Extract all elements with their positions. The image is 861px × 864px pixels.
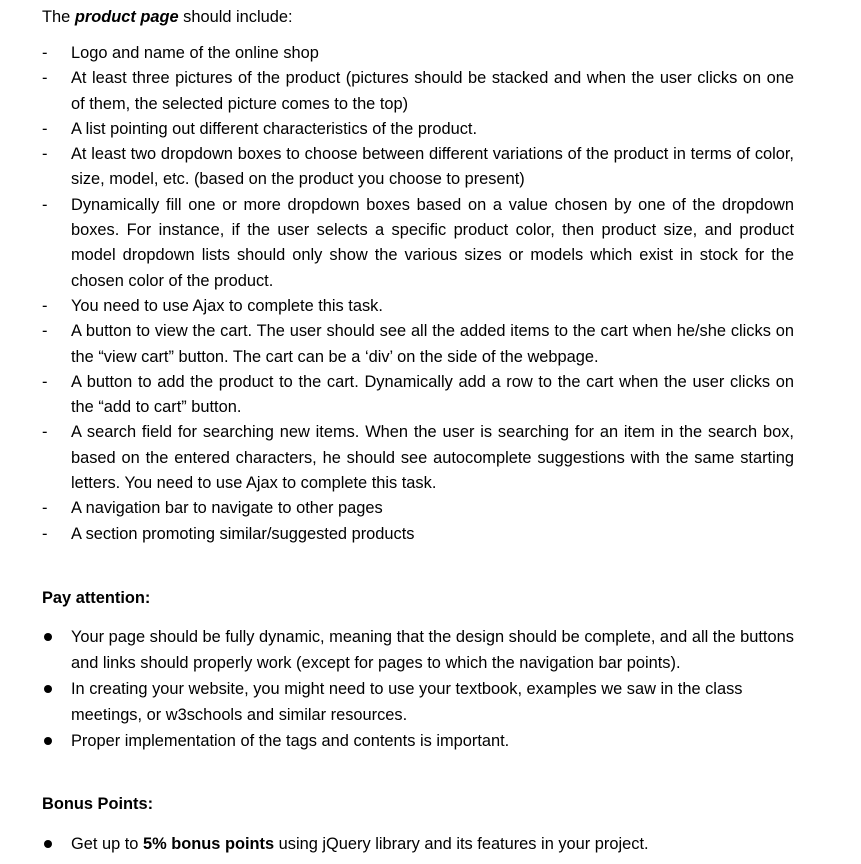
requirement-item: - Dynamically fill one or more dropdown boxes based on a value chosen by one of the dropdown boxes. For instance, if the user selects a specific product color, then product size, and product model dropdown lists should only show the various sizes or models which exist in stock for the chosen color of the product.	[42, 193, 794, 294]
bonus-heading: Bonus Points:	[42, 795, 154, 813]
bonus-item	[42, 831, 794, 857]
attention-item: Your page should be fully dynamic, meaning that the design should be complete, and all the buttons and links should properly work (except for pages to which the navigation bar points).	[42, 624, 794, 676]
requirement-item: - You need to use Ajax to complete this task.	[42, 294, 794, 319]
intro-emphasis: product page	[74, 8, 179, 26]
attention-item: In creating your website, you might need to use your textbook, examples we saw in the class meetings, or w3schools and similar resources.	[42, 676, 794, 728]
bonus-list	[42, 831, 794, 857]
intro-suffix: should include:	[178, 8, 293, 26]
requirement-item: - A list pointing out different characteristics of the product.	[42, 117, 794, 142]
bonus-emphasis: 5% bonus points	[142, 835, 275, 853]
intro-prefix: The	[42, 8, 75, 26]
requirement-item: - A navigation bar to navigate to other pages	[42, 496, 794, 521]
attention-list	[42, 624, 794, 754]
requirement-item: - Logo and name of the online shop	[42, 41, 794, 66]
bonus-suffix: using jQuery library and its features in your project.	[274, 835, 649, 853]
pay-attention-heading: Pay attention:	[42, 589, 151, 607]
requirement-item: - At least two dropdown boxes to choose between different variations of the product in terms of color, size, model, etc. (based on the product you choose to present)	[42, 142, 794, 193]
requirement-item: - A button to add the product to the cart. Dynamically add a row to the cart when the user clicks on the “add to cart” button.	[42, 370, 794, 421]
requirement-item: - A search field for searching new items. When the user is searching for an item in the search box, based on the entered characters, he should see autocomplete suggestions with the same starting letters. You need to use Ajax to complete this task.	[42, 420, 794, 496]
attention-item: Proper implementation of the tags and contents is important.	[42, 728, 794, 754]
requirement-item: - At least three pictures of the product (pictures should be stacked and when the user clicks on one of them, the selected picture comes to the top)	[42, 66, 794, 117]
requirement-item: - A section promoting similar/suggested products	[42, 522, 794, 547]
bonus-prefix: Get up to	[71, 835, 143, 853]
intro-line	[42, 6, 293, 28]
requirements-list	[42, 41, 794, 547]
requirement-item: - A button to view the cart. The user should see all the added items to the cart when he/she clicks on the “view cart” button. The cart can be a ‘div’ on the side of the webpage.	[42, 319, 794, 370]
